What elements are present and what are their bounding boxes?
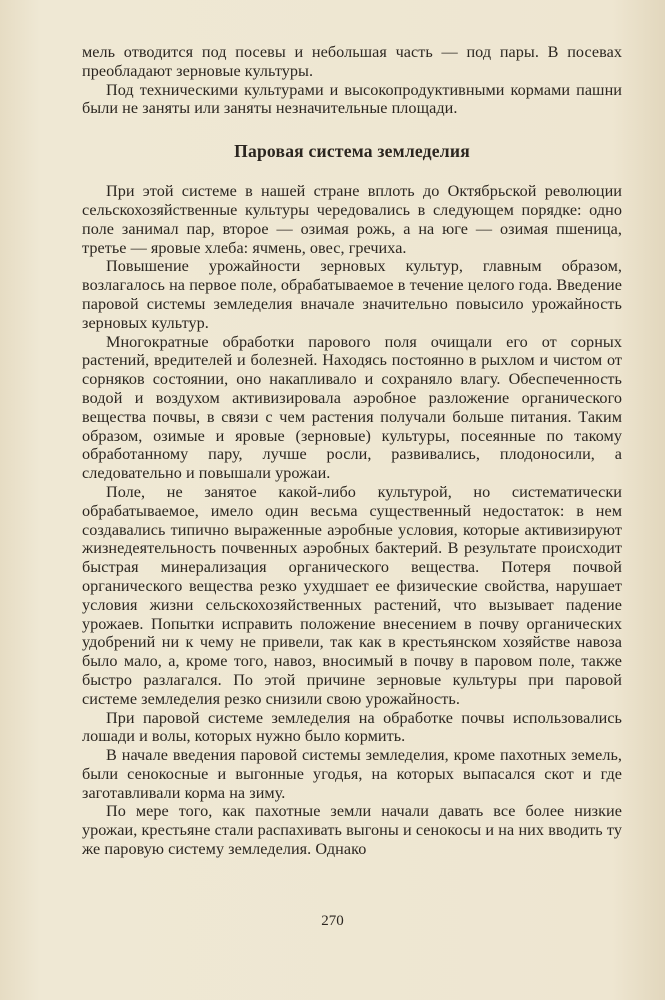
paragraph-7: По мере того, как пахотные земли начали давать все более низкие урожаи, крестьяне стали распахивать выгоны и сенокосы и на них вводить ту же паровую систему земледелия. Однако — [82, 802, 622, 859]
text-block — [82, 43, 622, 859]
paragraph-1: При этой системе в нашей стране вплоть до Октябрьской революции сельскохозяйственные культуры чередовались в следующем порядке: одно поле занимал пар, второе — озимая рожь, а на юге — озимая пшеница, третье — яровые хлеба: ячмень, овес, гречиха. — [82, 182, 622, 257]
page-number: 270 — [321, 913, 344, 929]
paragraph-3: Многократные обработки парового поля очищали его от сорных растений, вредителей и болезней. Находясь постоянно в рыхлом и чистом от сорняков состоянии, оно накапливало и сохраняло влагу. Обеспеченность водой и воздухом активизировала аэробное разложение органического вещества почвы, в связи с чем растения получали больше питания. Таким образом, озимые и яровые (зерновые) культуры, посеянные по такому обработанному пару, лучше росли, развивались, плодоносили, а следовательно и повышали урожаи. — [82, 332, 622, 483]
section-title: Паровая система земледелия — [234, 141, 470, 162]
intro-paragraph-2: Под техническими культурами и высокопродуктивными кормами пашни были не заняты или заняты незначительные площади. — [82, 80, 622, 118]
paragraph-2: Повышение урожайности зерновых культур, главным образом, возлагалось на первое поле, обрабатываемое в течение целого года. Введение паровой системы земледелия вначале значительно повысило урожайность зерновых культур. — [82, 257, 622, 332]
paragraph-4: Поле, не занятое какой-либо культурой, но систематически обрабатываемое, имело один весьма существенный недостаток: в нем создавались типично выраженные аэробные условия, которые активизируют жизнедеятельность почвенных аэробных бактерий. В результате происходит быстрая минерализация органического вещества. Потеря почвой органического вещества резко ухудшает ее физические свойства, нарушает условия жизни сельскохозяйственных растений, что вызывает падение урожаев. Попытки исправить положение внесением в почву органических удобрений ни к чему не привели, так как в крестьянском хозяйстве навоза было мало, а, кроме того, навоз, вносимый в почву в паровом поле, также быстро разлагался. По этой причине зерновые культуры при паровой системе земледелия резко снизили свою урожайность. — [82, 482, 622, 708]
intro-paragraph-1: мель отводится под посевы и небольшая часть — под пары. В посевах преобладают зерновые культуры. — [82, 43, 622, 80]
paragraph-6: В начале введения паровой системы земледелия, кроме пахотных земель, были сенокосные и выгонные угодья, на которых выпасался скот и где заготавливали корма на зиму. — [82, 746, 622, 802]
paragraph-5: При паровой системе земледелия на обработке почвы использовались лошади и волы, которых нужно было кормить. — [82, 708, 622, 746]
